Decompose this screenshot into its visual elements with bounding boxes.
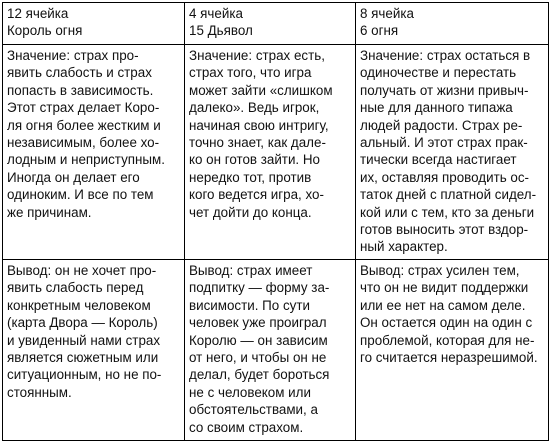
conclusion-cell — [185, 259, 356, 440]
text-line: далеко». Ведь игрок, — [189, 100, 320, 116]
text-line: ситуационным, но не по- — [7, 367, 162, 383]
text-line: обстоятельствами, а — [189, 402, 318, 418]
text-line: и увиденный нами страх — [7, 332, 161, 348]
text-line: ный характер. — [360, 239, 448, 255]
meaning-cell — [3, 45, 185, 260]
cell-position: 4 ячейка — [189, 6, 243, 21]
text-line: кой или с тем, кто за деньги — [360, 204, 535, 220]
cell-position: 12 ячейка — [7, 6, 69, 21]
text-line: альный. И этот страх прак- — [360, 135, 528, 151]
card-name: 6 огня — [360, 23, 399, 39]
header-cell — [3, 3, 185, 45]
text-line: одиноким. И все по тем — [7, 187, 154, 203]
text-line: стоянным. — [7, 384, 72, 400]
text-line: чет дойти до конца. — [189, 204, 312, 220]
text-line: тически всегда настигает — [360, 152, 517, 168]
text-line: может зайти «слишком — [189, 82, 333, 98]
text-line: начиная свою интригу, — [189, 117, 329, 133]
text-line: явить слабость и страх — [7, 65, 152, 81]
text-line: готов выносить этот вздор- — [360, 222, 529, 238]
header-row — [3, 3, 549, 45]
text-line: (карта Двора — Король) — [7, 315, 158, 331]
text-line: людей радости. Страх ре- — [360, 117, 523, 133]
text-line: ные для данного типажа — [360, 100, 513, 116]
text-line: конкретным человеком — [7, 297, 151, 313]
meaning-cell — [185, 45, 356, 260]
text-line: висимости. По сути — [189, 297, 310, 313]
conclusion-cell — [356, 259, 549, 440]
cell-position: 8 ячейка — [360, 6, 414, 21]
text-line: Значение: страх остаться в — [360, 48, 531, 63]
text-line: Этот страх делает Коро- — [7, 100, 160, 116]
text-line: Вывод: страх усилен тем, — [360, 262, 520, 278]
text-line: со своим страхом. — [189, 419, 304, 435]
card-name: 15 Дьявол — [189, 23, 253, 39]
text-line: не с человеком или — [189, 384, 311, 400]
text-line: Значение: страх есть, — [189, 48, 325, 63]
text-line: же причинам. — [7, 204, 92, 220]
text-line: явить слабость перед — [7, 280, 144, 296]
text-line: от него, и чтобы он не — [189, 349, 327, 365]
meaning-row — [3, 45, 549, 260]
card-name: Король огня — [7, 23, 83, 39]
text-line: является сюжетным или — [7, 349, 159, 365]
text-line: делал, будет бороться — [189, 367, 330, 383]
text-line: Он остается один на один с — [360, 315, 533, 331]
text-line: точно знает, как дале- — [189, 135, 326, 151]
text-line: Вывод: он не хочет про- — [7, 262, 157, 278]
conclusion-row — [3, 259, 549, 440]
text-line: ко он готов зайти. Но — [189, 152, 320, 168]
text-line: лодным и неприступным. — [7, 152, 165, 168]
text-line: что он не видит поддержки — [360, 280, 529, 296]
text-line: Вывод: страх имеет — [189, 262, 313, 278]
text-line: ля огня более жестким и — [7, 117, 161, 133]
meaning-cell — [356, 45, 549, 260]
text-line: Королю — он зависим — [189, 332, 328, 348]
text-line: проблемой, которая для не- — [360, 332, 535, 348]
header-cell — [356, 3, 549, 45]
text-line: го считается неразрешимой. — [360, 349, 538, 365]
text-line: одиночестве и перестать — [360, 65, 517, 81]
text-line: попасть в зависимость. — [7, 82, 154, 98]
text-line: их, оставляя проводить ос- — [360, 169, 530, 185]
header-cell — [185, 3, 356, 45]
text-line: таток дней с платной сидел- — [360, 187, 537, 203]
text-line: Иногда он делает его — [7, 169, 140, 185]
text-line: кого ведется игра, хо- — [189, 187, 324, 203]
text-line: получать от жизни привыч- — [360, 82, 529, 98]
text-line: человек уже проиграл — [189, 315, 327, 331]
text-line: независимым, более хо- — [7, 135, 160, 151]
conclusion-cell — [3, 259, 185, 440]
text-line: или ее нет на самом деле. — [360, 297, 526, 313]
text-line: Значение: страх про- — [7, 48, 139, 63]
text-line: страх того, что игра — [189, 65, 312, 81]
text-line: нередко тот, против — [189, 169, 312, 185]
text-line: подпитку — форму за- — [189, 280, 330, 296]
reading-table — [2, 2, 549, 441]
